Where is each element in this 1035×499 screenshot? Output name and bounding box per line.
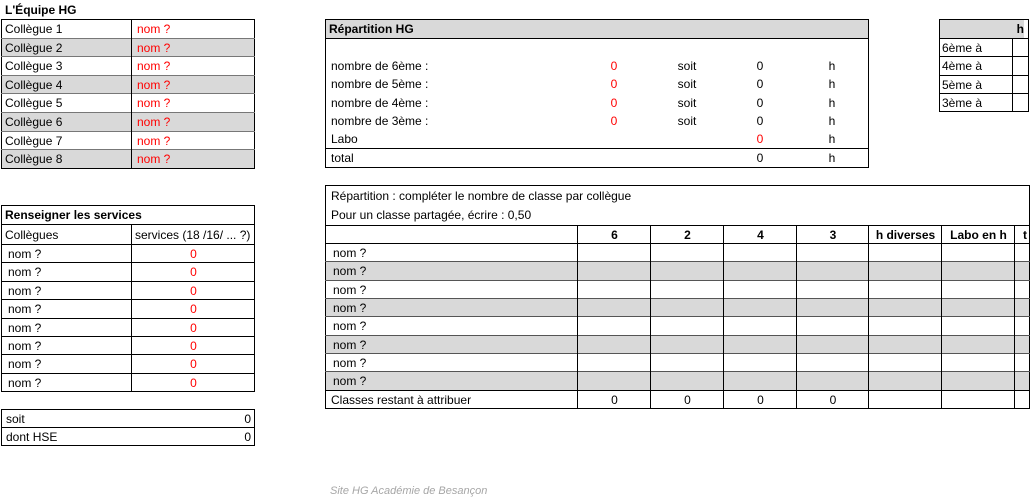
grid-line xyxy=(131,19,132,169)
equipe-colleague-label: Collègue 7 xyxy=(5,133,63,148)
level-count-value[interactable]: 0 xyxy=(610,77,618,92)
service-colleague-name: nom ? xyxy=(8,302,42,317)
level-count-value[interactable]: 0 xyxy=(610,59,618,73)
hours-level-label: 5ème à xyxy=(942,77,983,92)
equipe-title: L'Équipe HG xyxy=(5,3,77,17)
classes-remaining-value: 0 xyxy=(611,393,618,407)
hours-header: h xyxy=(940,20,1024,38)
repartition-title: Répartition HG xyxy=(326,20,868,38)
labo-label: Labo xyxy=(331,132,358,146)
classes-colleague-name: nom ? xyxy=(333,355,367,370)
level-hours-value: 0 xyxy=(756,95,764,110)
grid-line xyxy=(868,225,869,409)
grid-line xyxy=(1014,225,1015,409)
equipe-colleague-name[interactable]: nom ? xyxy=(137,59,171,74)
service-colleague-name: nom ? xyxy=(8,265,42,280)
level-count-label: nombre de 5ème : xyxy=(331,77,429,92)
classes-colleague-name: nom ? xyxy=(333,300,367,315)
level-count-label: nombre de 3ème : xyxy=(331,113,429,128)
equipe-colleague-name[interactable]: nom ? xyxy=(137,22,171,36)
classes-colleague-name: nom ? xyxy=(333,282,367,297)
equipe-colleague-label: Collègue 8 xyxy=(2,150,132,168)
classes-colleague-name: nom ? xyxy=(333,374,367,389)
classes-col-header: t xyxy=(1023,228,1027,242)
level-hours-unit: h xyxy=(828,113,836,128)
grid-line xyxy=(1,56,255,57)
equipe-colleague-label: Collègue 1 xyxy=(5,22,63,36)
level-hours-unit: h xyxy=(828,77,836,92)
classes-colleague-name: nom ? xyxy=(333,319,367,334)
service-colleague-name: nom ? xyxy=(8,320,42,335)
grid-line xyxy=(650,225,651,409)
grid-line xyxy=(1,112,255,113)
level-count-value[interactable]: 0 xyxy=(610,113,618,128)
services-col-colleagues: Collègues xyxy=(5,228,59,242)
total-unit: h xyxy=(828,151,836,165)
equipe-colleague-label: Collègue 4 xyxy=(2,76,132,94)
classes-remaining-value: 0 xyxy=(829,393,837,407)
equipe-colleague-label: Collègue 2 xyxy=(2,39,132,57)
level-hours-value: 0 xyxy=(756,77,764,92)
grid-line xyxy=(1,131,255,132)
classes-col-header: 4 xyxy=(757,228,764,242)
grid-line xyxy=(1,149,255,150)
services-col-hours: services (18 /16/ ... ?) xyxy=(135,228,251,242)
hse-label: dont HSE xyxy=(6,430,58,444)
level-hours-unit: h xyxy=(828,95,836,110)
labo-value[interactable]: 0 xyxy=(756,132,764,146)
level-hours-value: 0 xyxy=(756,59,764,73)
soit-text: soit xyxy=(677,77,697,92)
soit-label: soit xyxy=(6,412,25,426)
grid-line xyxy=(1,93,255,94)
total-label: total xyxy=(331,151,354,165)
classes-remaining-label: Classes restant à attribuer xyxy=(331,393,472,407)
service-hours-value[interactable]: 0 xyxy=(190,302,197,317)
level-count-label: nombre de 4ème : xyxy=(331,95,429,110)
level-hours-unit: h xyxy=(828,59,836,73)
service-hours-value[interactable]: 0 xyxy=(190,265,197,280)
labo-unit: h xyxy=(828,132,836,146)
service-colleague-name: nom ? xyxy=(8,375,42,390)
equipe-colleague-name[interactable]: nom ? xyxy=(137,133,171,148)
classes-col-header: 6 xyxy=(611,228,618,242)
classes-colleague-name: nom ? xyxy=(333,264,367,279)
equipe-colleague-name[interactable]: nom ? xyxy=(132,76,254,94)
equipe-colleague-label: Collègue 6 xyxy=(2,113,132,131)
classes-remaining-value: 0 xyxy=(684,393,691,407)
classes-colleague-name: nom ? xyxy=(333,246,367,260)
service-hours-value[interactable]: 0 xyxy=(190,375,197,390)
soit-text: soit xyxy=(677,113,697,128)
service-hours-value[interactable]: 0 xyxy=(190,283,197,298)
classes-col-header: 2 xyxy=(684,228,691,242)
classes-col-header: h diverses xyxy=(875,228,936,242)
level-hours-value: 0 xyxy=(756,113,764,128)
soit-value[interactable]: 0 xyxy=(244,412,251,426)
classes-colleague-name: nom ? xyxy=(333,337,367,352)
grid-line xyxy=(1,75,255,76)
classes-remaining-value: 0 xyxy=(757,393,764,407)
service-hours-value[interactable]: 0 xyxy=(190,247,197,261)
equipe-colleague-label: Collègue 5 xyxy=(5,96,63,111)
services-title: Renseigner les services xyxy=(5,208,142,222)
classes-instruction-2: Pour un classe partagée, écrire : 0,50 xyxy=(331,208,532,222)
service-hours-value[interactable]: 0 xyxy=(190,320,197,335)
level-count-label: nombre de 6ème : xyxy=(331,59,429,73)
level-count-value[interactable]: 0 xyxy=(610,95,618,110)
equipe-colleague-label: Collègue 3 xyxy=(5,59,63,74)
grid-line xyxy=(941,225,942,409)
hours-level-label: 3ème à xyxy=(942,95,983,110)
classes-col-header: Labo en h xyxy=(950,228,1007,242)
total-value: 0 xyxy=(756,151,764,165)
equipe-colleague-name[interactable]: nom ? xyxy=(132,150,254,168)
equipe-colleague-name[interactable]: nom ? xyxy=(132,113,254,131)
classes-col-header: 3 xyxy=(829,228,837,242)
hse-value[interactable]: 0 xyxy=(244,430,251,444)
grid-line xyxy=(723,225,724,409)
service-colleague-name: nom ? xyxy=(8,283,42,298)
grid-line xyxy=(577,225,578,409)
site-footer: Site HG Académie de Besançon xyxy=(330,485,488,497)
service-colleague-name: nom ? xyxy=(8,247,42,261)
grid-line xyxy=(796,225,797,409)
equipe-colleague-name[interactable]: nom ? xyxy=(137,96,171,111)
service-colleague-name: nom ? xyxy=(8,357,42,372)
service-colleague-name: nom ? xyxy=(8,339,42,353)
service-hours-value[interactable]: 0 xyxy=(190,357,197,372)
hours-level-label: 6ème à xyxy=(942,41,983,55)
soit-text: soit xyxy=(677,59,697,73)
grid-line xyxy=(1,38,255,39)
soit-text: soit xyxy=(677,95,697,110)
service-hours-value[interactable]: 0 xyxy=(190,339,197,353)
classes-instruction-1: Répartition : compléter le nombre de classe par collègue xyxy=(331,189,632,203)
hours-level-label: 4ème à xyxy=(942,59,983,74)
equipe-colleague-name[interactable]: nom ? xyxy=(132,39,254,57)
